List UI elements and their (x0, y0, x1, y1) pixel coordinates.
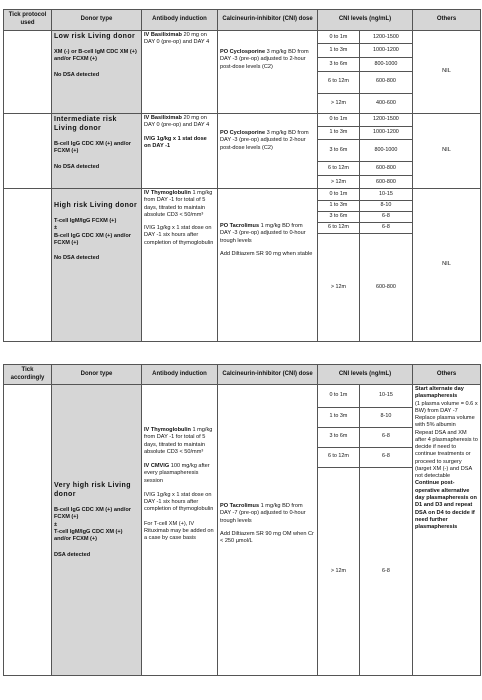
header-cni-levels: CNI levels (ng/mL) (318, 10, 413, 31)
antibody-text: 100 mg/kg after every plasmapheresis session (144, 463, 210, 484)
others-cell: NIL (413, 114, 481, 189)
tick-cell[interactable] (4, 189, 52, 342)
others-cell: NIL (413, 189, 481, 342)
antibody-ivig: IVIG 1g/kg x 1 stat dose on DAY -1 (144, 135, 207, 149)
donor-type-cell (52, 31, 142, 114)
cni-levels-cell (318, 31, 413, 114)
cni-text: 1 mg/kg BD from DAY -7 (pre-op) adjusted to 0-hour trough levels (220, 503, 306, 524)
cni-levels-table (318, 31, 412, 113)
level-value: 8-10 (359, 407, 412, 427)
level-range: 0 to 1m (318, 114, 359, 126)
antibody-text: 20 mg on DAY 0 (pre-op) and DAY 4 (144, 32, 210, 46)
cni-levels-cell (318, 114, 413, 189)
level-value: 800-1000 (359, 140, 412, 162)
header-others: Others (413, 10, 481, 31)
antibody-drug: IV Basiliximab (144, 115, 182, 121)
antibody-text: 20 mg on DAY 0 (pre-op) and DAY 4 (144, 115, 210, 129)
antibody-ivig: IVIG 1g/kg x 1 stat dose on DAY -1 six hours after completion of thymoglobulin (144, 491, 214, 513)
level-range: 0 to 1m (318, 189, 359, 200)
tick-cell[interactable] (4, 114, 52, 189)
donor-crossmatch-2: T-cell IgM/IgG CDC XM (+) and/or FCXM (+) (54, 528, 123, 543)
tick-cell[interactable] (4, 31, 52, 114)
header-others: Others (413, 365, 481, 385)
level-value: 600-800 (376, 178, 396, 185)
donor-dsa: No DSA detected (54, 71, 100, 78)
level-value: 600-800 (376, 283, 396, 290)
donor-type-cell (52, 385, 142, 676)
level-range: > 12m (318, 176, 359, 188)
others-cell: NIL (413, 31, 481, 114)
level-range: 6 to 12m (318, 162, 359, 176)
level-range: > 12m (318, 93, 359, 113)
cni-text: 3 mg/kg BD from DAY -3 (pre-op) adjusted to 2-hour post-dose levels (C2) (220, 49, 309, 70)
donor-title: High risk Living donor (54, 202, 138, 209)
antibody-drug: IV Thymoglobulin (144, 427, 191, 433)
level-value: 6-8 (382, 567, 390, 574)
tick-cell[interactable] (4, 385, 52, 676)
antibody-drug: IV Thymoglobulin (144, 190, 191, 196)
level-value: 6-8 (359, 427, 412, 447)
level-range: 1 to 3m (318, 407, 359, 427)
level-value: 10-15 (359, 189, 412, 200)
cni-dose-cell (218, 114, 318, 189)
antibody-cell (142, 385, 218, 676)
level-value: 1200-1500 (359, 31, 412, 44)
header-antibody-induction: Antibody induction (142, 10, 218, 31)
level-value: 6-8 (359, 222, 412, 233)
header-tick: Tick accordingly (4, 365, 52, 385)
header-cni-levels: CNI levels (ng/mL) (318, 365, 413, 385)
cni-levels-cell (318, 189, 413, 342)
antibody-cmvig (144, 463, 215, 485)
plus-minus: ± (54, 225, 58, 232)
level-value: 800-1000 (359, 57, 412, 71)
level-range: 3 to 6m (318, 57, 359, 71)
level-value: 8-10 (359, 200, 412, 211)
cni-levels-table (318, 385, 412, 675)
table-row (4, 385, 481, 676)
level-value: 400-600 (376, 99, 396, 106)
level-range: 3 to 6m (318, 140, 359, 162)
antibody-thymoglobulin (144, 427, 215, 456)
level-range: 1 to 3m (318, 44, 359, 58)
cni-dose-cell (218, 31, 318, 114)
level-value: 600-800 (359, 162, 412, 176)
donor-dsa: No DSA detected (54, 163, 100, 170)
table-row (4, 114, 481, 189)
donor-crossmatch: XM (-) or B-cell IgM CDC XM (+) and/or FCXM (+) (54, 49, 137, 63)
level-value: 10-15 (359, 385, 412, 407)
antibody-text: 1 mg/kg from DAY -1 for total of 5 days, titrated to maintain absolute CD3 < 50/mm³ (144, 190, 213, 218)
donor-crossmatch: B-cell IgG CDC XM (+) and/or FCXM (+) (54, 507, 131, 521)
cni-drug: PO Cyclosporine (220, 130, 266, 136)
cni-text: 3 mg/kg BD from DAY -3 (pre-op) adjusted to 2-hour post-dose levels (C2) (220, 130, 309, 151)
level-range: 0 to 1m (318, 31, 359, 44)
level-value: 6-8 (359, 211, 412, 222)
cni-add: Add Diltiazem SR 90 mg when stable (220, 250, 313, 257)
cni-text: 1 mg/kg BD from DAY -3 (pre-op) adjusted to 0-hour trough levels (220, 223, 306, 244)
others-cell (413, 385, 481, 676)
level-range: 6 to 12m (318, 222, 359, 233)
level-range: 6 to 12m (318, 447, 359, 467)
header-tick: Tick protocol used (4, 10, 52, 31)
level-range: 1 to 3m (318, 200, 359, 211)
donor-title: Intermediate risk Living donor (54, 116, 117, 133)
antibody-text: 1 mg/kg from DAY -1 for total of 5 days, titrated to maintain absolute CD3 < 50/mm³ (144, 427, 213, 455)
cni-levels-table (318, 114, 412, 188)
header-donor-type: Donor type (52, 365, 142, 385)
level-value: 600-800 (359, 71, 412, 93)
table-row (4, 31, 481, 114)
level-range: > 12m (318, 467, 359, 675)
cni-drug: PO Tacrolimus (220, 223, 260, 229)
donor-dsa: No DSA detected (54, 255, 100, 262)
level-range: 6 to 12m (318, 71, 359, 93)
level-value: 6-8 (359, 447, 412, 467)
protocol-table-2 (3, 364, 481, 676)
cni-add: Add Diltiazem SR 90 mg OM when Cr < 250 µmol/L (220, 530, 314, 545)
others-replace-volume: Replace plasma volume with 5% albumin (415, 415, 475, 429)
antibody-drug: IV CMVIG (144, 463, 170, 470)
cni-levels-cell (318, 385, 413, 676)
protocol-table-1 (3, 9, 481, 342)
level-range: 3 to 6m (318, 427, 359, 447)
donor-crossmatch: T-cell IgM/IgG FCXM (+) (54, 218, 117, 225)
others-plasma-volume: (1 plasma volume = 0.6 x BW) from DAY -7 (415, 400, 478, 414)
plus-minus: ± (54, 521, 58, 528)
others-repeat-dsa: Repeat DSA and XM after 4 plasmapheresis to decide if need to continue treatments or proceed to surgery (target XM (-) and DSA not detectable (415, 429, 478, 480)
cni-dose-cell (218, 385, 318, 676)
donor-type-cell (52, 189, 142, 342)
header-cni-dose: Calcineurin-inhibitor (CNI) dose (218, 365, 318, 385)
level-value: 1000-1200 (359, 126, 412, 139)
antibody-cell (142, 189, 218, 342)
header-cni-dose: Calcineurin-inhibitor (CNI) dose (218, 10, 318, 31)
level-range: 0 to 1m (318, 385, 359, 407)
level-range: > 12m (318, 233, 359, 341)
cni-dose-cell (218, 189, 318, 342)
donor-crossmatch-2: B-cell IgG CDC XM (+) and/or FCXM (+) (54, 232, 131, 246)
antibody-drug: IV Basiliximab (144, 32, 182, 38)
donor-dsa: DSA detected (54, 551, 91, 558)
cni-drug: PO Cyclosporine (220, 49, 266, 55)
antibody-cell (142, 114, 218, 189)
cni-levels-table (318, 189, 412, 341)
others-plasmapheresis: Start alternate day plasmapheresis (415, 386, 464, 400)
level-value: 1000-1200 (359, 44, 412, 58)
donor-title: Low risk Living donor (54, 33, 136, 40)
antibody-rituximab: For T-cell XM (+), IV Rituximab may be added on a case by case basis (144, 520, 214, 542)
donor-crossmatch: B-cell IgG CDC XM (+) and/or FCXM (+) (54, 141, 131, 155)
table-row (4, 189, 481, 342)
header-antibody-induction: Antibody induction (142, 365, 218, 385)
antibody-cell (142, 31, 218, 114)
donor-type-cell (52, 114, 142, 189)
level-range: 3 to 6m (318, 211, 359, 222)
donor-title: Very high risk Living donor (54, 482, 131, 499)
others-post-op: Continue post-operative alternative day plasmapheresis on D1 and D3 and repeat DSA on D4 to decide if need further plasmapheresis (415, 480, 477, 531)
antibody-ivig: IVIG 1g/kg x 1 stat dose on DAY -1 six hours after completion of thymoglobulin (144, 225, 214, 246)
cni-drug: PO Tacrolimus (220, 503, 260, 509)
level-range: 1 to 3m (318, 126, 359, 139)
level-value: 1200-1500 (359, 114, 412, 126)
header-donor-type: Donor type (52, 10, 142, 31)
